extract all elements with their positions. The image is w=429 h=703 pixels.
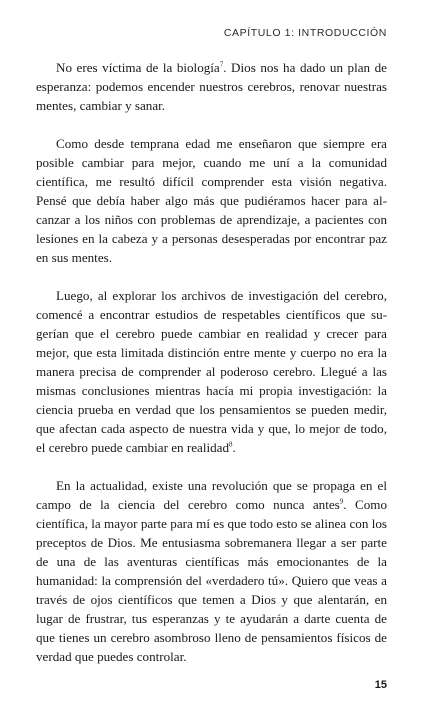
paragraph-text: . Dios nos ha dado un plan de esperanza: podemos encender nuestros cerebros, renovar nuestras mentes, cambiar y sanar.	[36, 60, 387, 113]
paragraph	[36, 134, 387, 267]
footnote-marker[interactable]: 9	[339, 497, 344, 506]
body-text	[36, 58, 387, 685]
paragraph	[36, 476, 387, 666]
paragraph-text: .	[232, 440, 236, 455]
paragraph-text: No eres víctima de la biología	[56, 60, 220, 75]
paragraph-text: Luego, al explorar los archivos de investigación del cerebro, comencé a encontrar estudios de respetables científicos que sugerían que el cerebro puede cambiar en realidad y crecer para mejor, que esta limitada distinción entre mente y cuerpo no era la manera precisa de comprender al poderoso cerebro. Llegué a las mismas conclusiones mientras hacía mi propia investigación: la ciencia prueba en verdad que los pensamientos se pueden medir, que afectan cada aspecto de nuestra vida y que, lo mejor de todo, el cerebro puede cambiar en realidad	[36, 288, 387, 455]
page-number: 15	[374, 679, 387, 691]
paragraph	[36, 58, 387, 115]
paragraph-text: . Como científica, la mayor parte para mí es que todo esto se alinea con los preceptos de Dios. Me entusiasma sobremanera llegar a ser parte de una de las aventuras científicas más emocionantes de la humanidad: la comprensión del «verdadero tú». Quiero que veas a través de ojos científicos que temen a Dios y que alentarán, en lugar de frustrar, tus esperanzas y te ayudarán a darte cuenta de que tienes un cerebro asombroso lleno de pensamientos físicos de verdad que puedes controlar.	[36, 497, 387, 664]
footnote-marker[interactable]: 7	[219, 60, 224, 69]
paragraph-text: Como desde temprana edad me enseñaron que siempre era posible cambiar para mejor, cuando me uní a la comunidad científica, me resultó difícil comprender esta visión negativa. Pensé que debía haber algo más que pudiéramos hacer para alcanzar a los niños con problemas de aprendizaje, a pacientes con lesiones en la cabeza y a personas desesperadas por encontrar paz en sus mentes.	[36, 136, 387, 265]
paragraph-text: En la actualidad, existe una revolución que se propaga en el campo de la ciencia del cerebro como nunca antes	[36, 478, 387, 512]
paragraph	[36, 286, 387, 457]
running-header: CAPÍTULO 1: INTRODUCCIÓN	[223, 27, 387, 39]
footnote-marker[interactable]: 8	[229, 440, 233, 449]
